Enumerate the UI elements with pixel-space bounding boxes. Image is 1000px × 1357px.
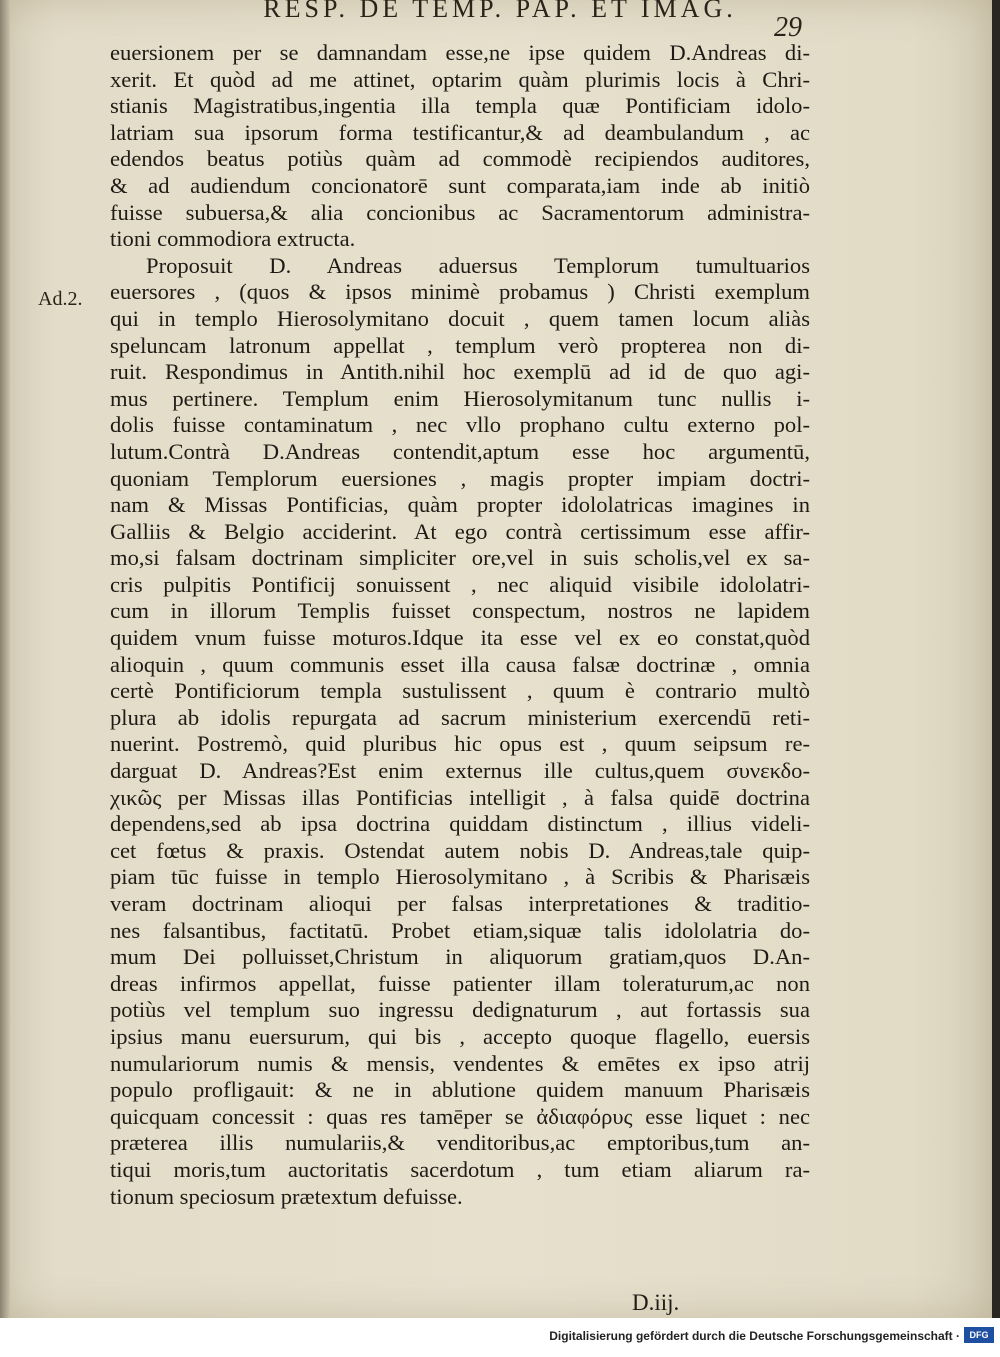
text-line: Proposuit D. Andreas aduersus Templorum tumultuarios [146,252,810,278]
text-line: nam & Missas Pontificias, quàm propter idololatricas imagines in [110,492,810,518]
text-line: edendos beatus potiùs quàm ad commodè recipiendos auditores, [110,146,810,172]
text-line: potiùs vel templum suo ingressu dedignaturum , aut fortassis sua [110,997,810,1023]
running-head: RESP. DE TEMP. PAP. ET IMAG. [263,0,737,23]
text-line: quidem vnum fuisse moturos.Idque ita esse vel ex eo constat,quòd [110,625,810,651]
text-line: tioni commodiora extructa. [110,226,356,252]
text-line: tionum speciosum prætextum defuisse. [110,1183,463,1209]
text-line: populo profligauit: & ne in ablutione quidem manuum Pharisæis [110,1077,810,1103]
text-line: ipsius manu euersurum, qui bis , accepto quoque flagello, euersis [110,1023,810,1049]
text-line: nes falsantibus, factitatū. Probet etiam,siquæ talis idololatria do- [110,917,810,943]
text-line: lutum.Contrà D.Andreas contendit,aptum esse hoc argumentū, [110,438,810,464]
text-line: quoniam Templorum euersiones , magis propter impiam doctri- [110,465,810,491]
funding-credit: Digitalisierung gefördert durch die Deutsche Forschungsgemeinschaft · [549,1329,960,1343]
text-line: plura ab idolis repurgata ad sacrum ministerium exercendū reti- [110,704,810,730]
text-line: euersionem per se damnandam esse,ne ipse quidem D.Andreas di- [110,40,810,65]
text-line: latriam sua ipsorum forma testificantur,& ad deambulandum , ac [110,119,810,145]
text-line: mo,si falsam doctrinam simpliciter ore,vel in suis scholis,vel ex sa- [110,545,810,571]
text-line: qui in templo Hierosolymitano docuit , quem tamen locum aliàs [110,305,810,331]
text-line: xerit. Et quòd ad me attinet, optarim quàm plurimis locis à Chri- [110,66,810,92]
text-line: & ad audiendum concionatorē sunt comparata,iam inde ab initiò [110,172,810,198]
text-line: tiqui moris,tum auctoritatis sacerdotum , tum etiam aliarum ra- [110,1156,810,1182]
text-line: stianis Magistratibus,ingentia illa templa quæ Pontificiam idolo- [110,93,810,119]
text-line: cet fœtus & praxis. Ostendat autem nobis D. Andreas,tale quip- [110,837,810,863]
footer-bar [0,1318,1000,1357]
text-line: piam tūc fuisse in templo Hierosolymitano , à Scribis & Pharisæis [110,864,810,890]
text-line: præterea illis numulariis,& venditoribus,ac emptoribus,tum an- [110,1130,810,1156]
text-line: fuisse subuersa,& alia concionibus ac Sacramentorum administra- [110,199,810,225]
text-line: numulariorum numis & mensis, vendentes & emētes ex ipso atrij [110,1050,810,1076]
text-line: veram doctrinam alioqui per falsas interpretationes & traditio- [110,891,810,916]
dfg-logo-icon: DFG [964,1327,994,1343]
page-gutter [0,0,10,1318]
text-line: quicquam concessit : quas res tamēper se ἀδιαφόρυς esse liquet : nec [110,1103,810,1129]
text-line: darguat D. Andreas?Est enim externus ille cultus,quem συνεκδο- [110,758,810,784]
text-line: speluncam latronum appellat , templum verò propterea non di- [110,332,810,358]
marginal-note: Ad.2. [38,288,83,310]
text-line: dreas infirmos appellat, fuisse patienter illam toleraturum,ac non [110,970,810,996]
text-line: Galliis & Belgio acciderint. At ego contrà certissimum esse affir- [110,518,810,544]
text-line: dolis fuisse contaminatum , nec vllo prophano cultu externo pol- [110,412,810,438]
text-line: dependens,sed ab ipsa doctrina quiddam distinctum , illius videli- [110,811,810,837]
text-line: χικῶς per Missas illas Pontificias intelligit , à falsa quidē doctrina [110,784,810,810]
text-line: ruit. Respondimus in Antith.nihil hoc exemplū ad id de quo agi- [110,359,810,385]
signature-mark: D.iij. [632,1290,680,1315]
text-line: certè Pontificiorum templa sustulissent , quum è contrario multò [110,678,810,704]
text-line: cum in illorum Templis fuisset conspectum, nostros ne lapidem [110,598,810,624]
text-line: nuerint. Postremò, quid pluribus hic opus est , quum seipsum re- [110,731,810,757]
text-line: cris pulpitis Pontificij sonuissent , nec aliquid visibile idololatri- [110,571,810,597]
text-line: euersores , (quos & ipsos minimè probamus ) Christi exemplum [110,279,810,305]
page-number: 29 [774,12,802,43]
text-line: mum Dei polluisset,Christum in aliquorum gratiam,quos D.An- [110,944,810,970]
text-line: mus pertinere. Templum enim Hierosolymitanum tunc nullis i- [110,385,810,411]
body-text [110,40,810,1210]
text-line: alioquin , quum communis esset illa causa falsæ doctrinæ , omnia [110,651,810,677]
